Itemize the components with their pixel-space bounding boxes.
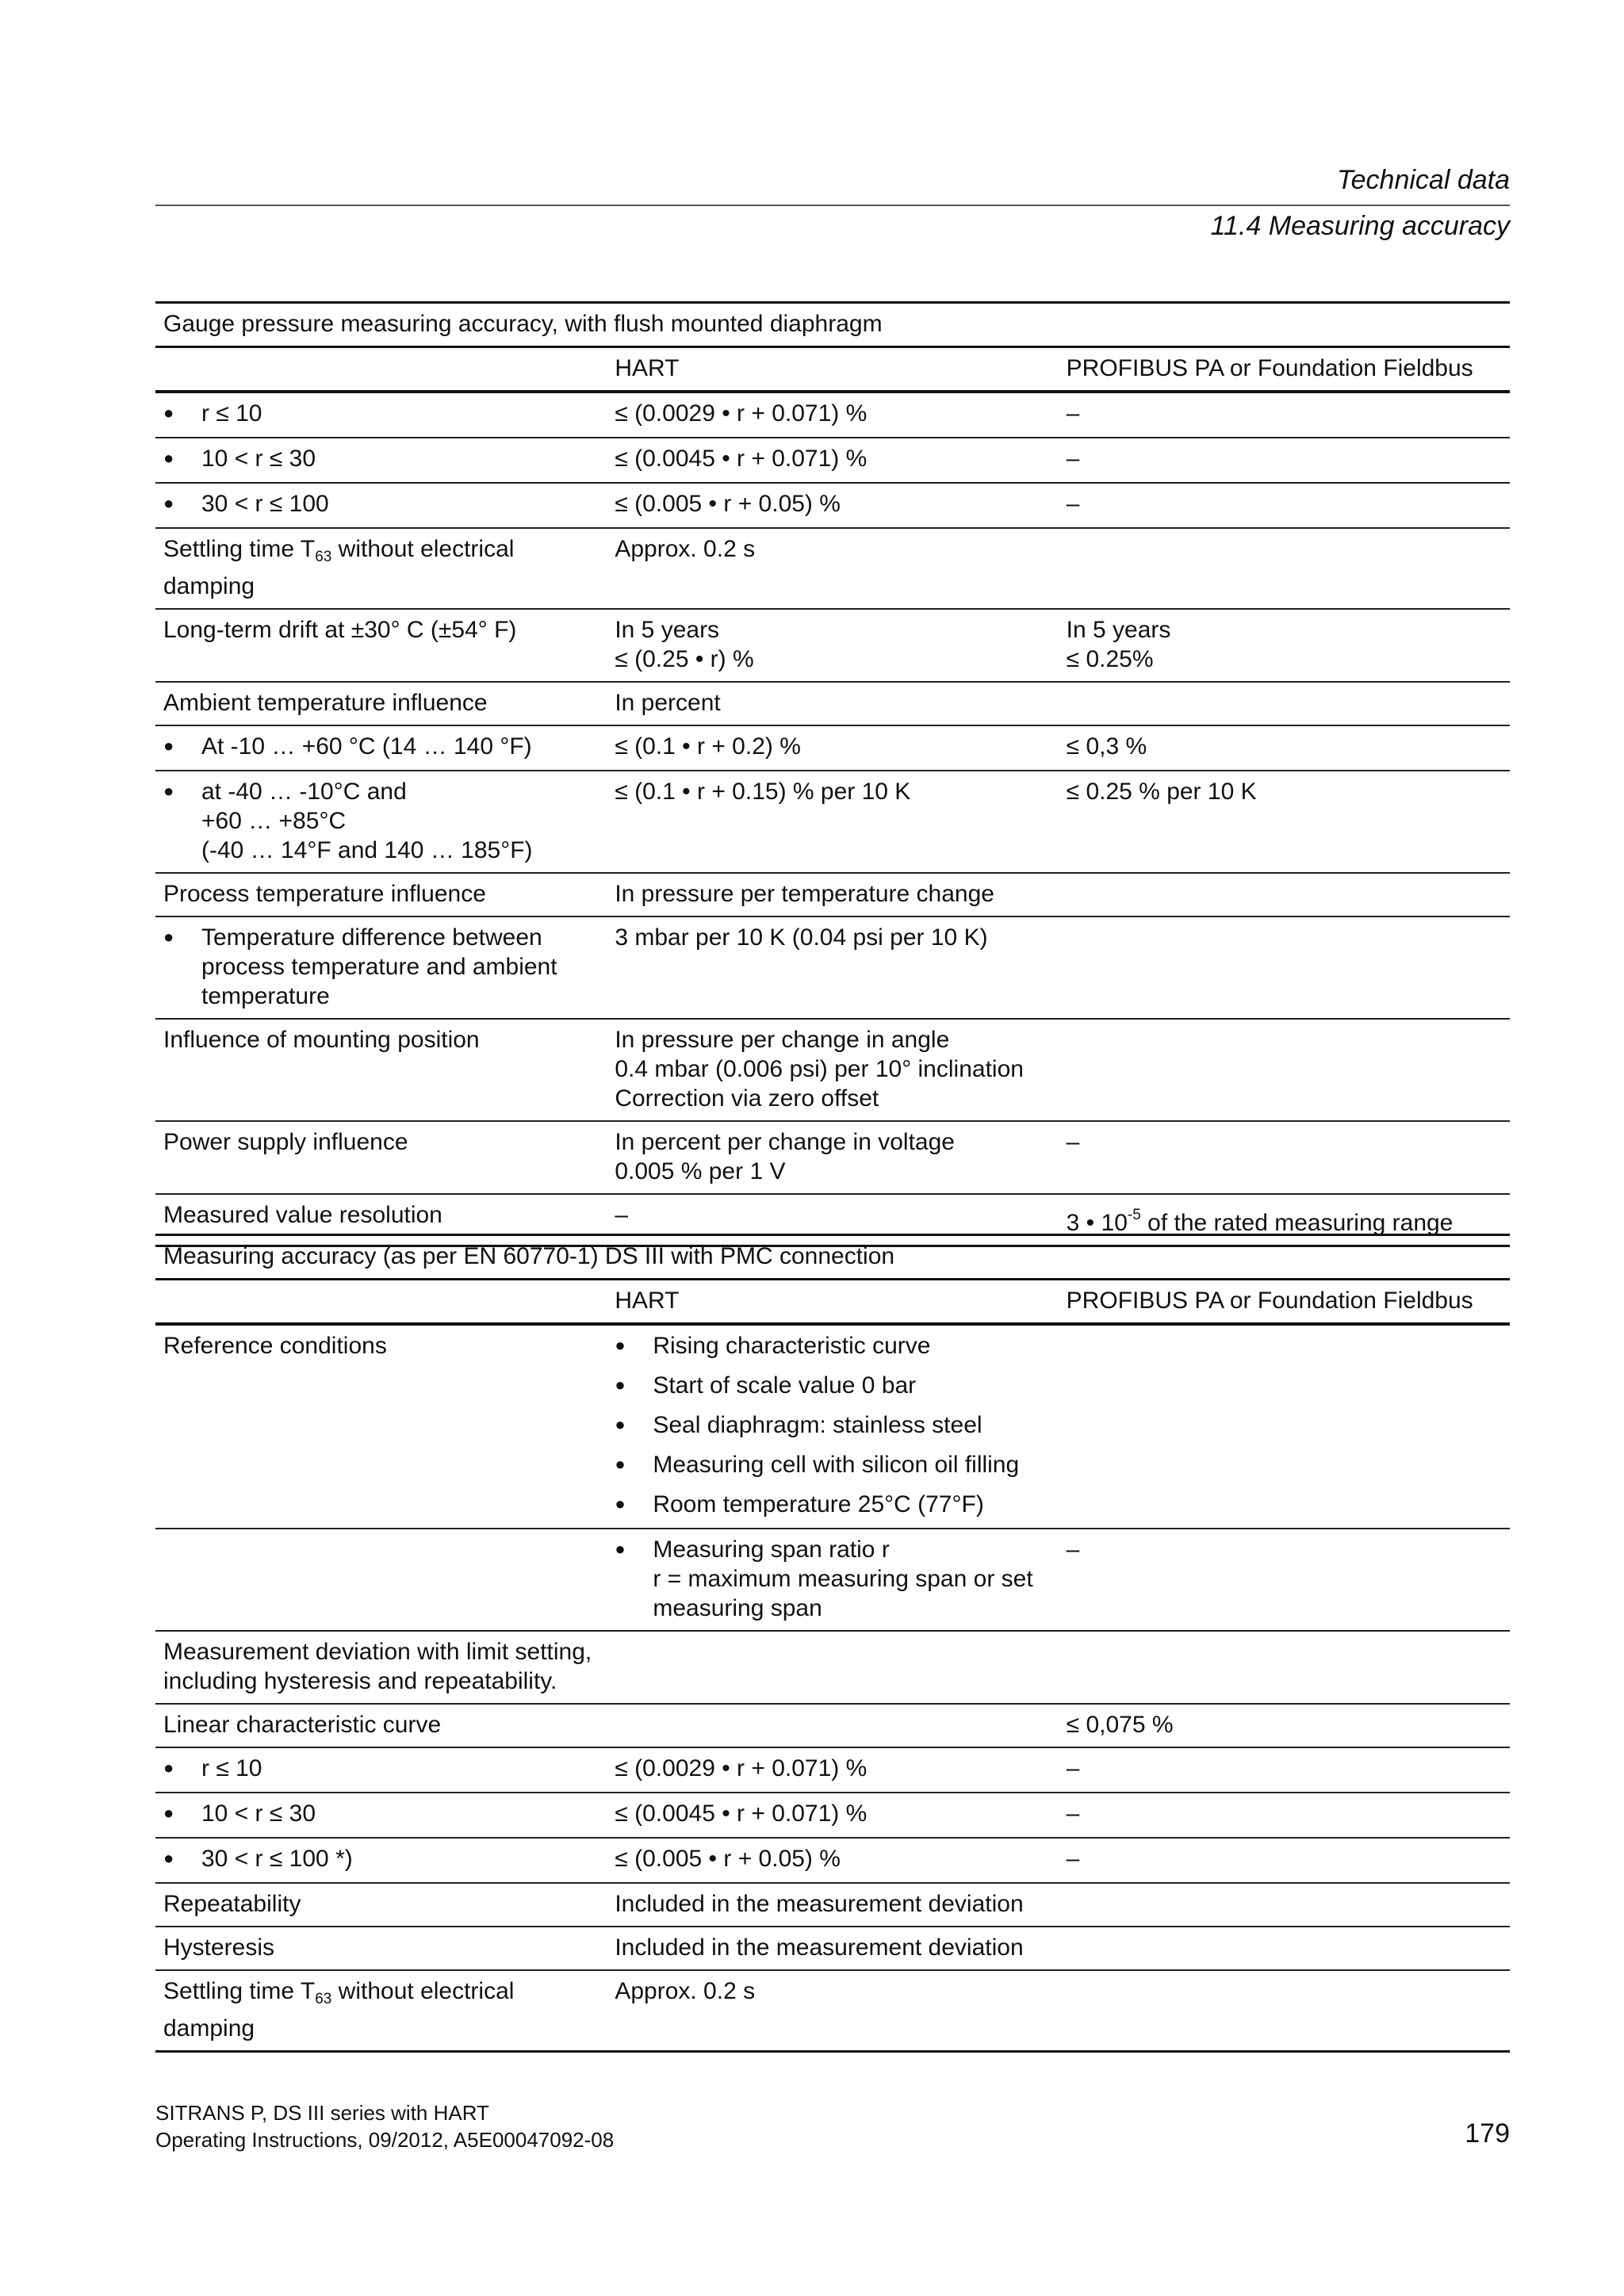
bullet-icon xyxy=(615,1410,653,1441)
bullet-icon xyxy=(615,1535,653,1623)
bullet-icon xyxy=(615,1371,653,1402)
resolution-value: 3 • $10^{-5}$ of the rated measuring range xyxy=(1059,1194,1510,1246)
list-item: ● Rising characteristic curve xyxy=(615,1331,1050,1362)
column-header-profibus: PROFIBUS PA or Foundation Fieldbus xyxy=(1059,347,1510,392)
list-item: ● Start of scale value 0 bar xyxy=(615,1371,1050,1402)
table-row: ● Temperature difference between process temperature and ambient temperature 3 mbar per 10 K (0.04 psi per 10 K) xyxy=(155,916,1510,1019)
bullet-icon xyxy=(163,732,201,763)
reference-conditions-list xyxy=(615,1331,1050,1521)
page-number: 179 xyxy=(1465,2118,1510,2149)
table-row: Measurement deviation with limit setting, including hysteresis and repeatability. xyxy=(155,1631,1510,1704)
table-row: Long-term drift at ±30° C (±54° F) In 5 years ≤ (0.25 • r) % In 5 years ≤ 0.25% xyxy=(155,609,1510,682)
bullet-icon xyxy=(163,444,201,475)
bullet-icon xyxy=(163,1844,201,1875)
table-title: Gauge pressure measuring accuracy, with flush mounted diaphragm xyxy=(155,303,1510,347)
table-row: ● 30 < r ≤ 100 *) ≤ (0.005 • r + 0.05) % – xyxy=(155,1838,1510,1883)
column-header-empty xyxy=(155,1280,607,1325)
bullet-icon xyxy=(163,1799,201,1830)
table-row: ● at -40 … -10°C and +60 … +85°C (-40 … 14°F and 140 … 185°F) ≤ (0.1 • r + 0.15) % per 10 K ≤ 0.25 % per 10 K xyxy=(155,771,1510,873)
bullet-icon xyxy=(163,777,201,865)
header-rule xyxy=(155,205,1510,206)
table-row: Ambient temperature influence In percent xyxy=(155,682,1510,725)
table-row: Measured value resolution – 3 • $10^{-5}$ of the rated measuring range xyxy=(155,1194,1510,1246)
footer-product: SITRANS P, DS III series with HART xyxy=(155,2101,489,2125)
bullet-icon xyxy=(163,923,201,1011)
table-row: Power supply influence In percent per change in voltage 0.005 % per 1 V – xyxy=(155,1121,1510,1194)
bullet-icon xyxy=(163,489,201,520)
table-row: Influence of mounting position In pressure per change in angle 0.4 mbar (0.006 psi) per 10° inclination Correction via zero offset xyxy=(155,1019,1510,1121)
settling-time-label: Settling time $T_{63}$ without electrical damping xyxy=(155,528,607,609)
table-row: ● Measuring span ratio r r = maximum measuring span or set measuring span – xyxy=(155,1529,1510,1631)
table-row: Linear characteristic curve ≤ 0,075 % xyxy=(155,1704,1510,1747)
list-item: ● Seal diaphragm: stainless steel xyxy=(615,1410,1050,1441)
pmc-accuracy-table xyxy=(155,1234,1510,2053)
bullet-icon xyxy=(615,1331,653,1362)
bullet-icon xyxy=(163,399,201,430)
table-row: ● 30 < r ≤ 100 ≤ (0.005 • r + 0.05) % – xyxy=(155,483,1510,528)
table-row: Process temperature influence In pressure per temperature change xyxy=(155,873,1510,916)
table-row: Hysteresis Included in the measurement deviation xyxy=(155,1927,1510,1970)
column-header-hart: HART xyxy=(607,1280,1058,1325)
table-row: ● At -10 … +60 °C (14 … 140 °F) ≤ (0.1 • r + 0.2) % ≤ 0,3 % xyxy=(155,725,1510,771)
section-title: 11.4 Measuring accuracy xyxy=(1210,211,1510,241)
table-row: ● r ≤ 10 ≤ (0.0029 • r + 0.071) % – xyxy=(155,1747,1510,1793)
column-header-hart: HART xyxy=(607,347,1058,392)
bullet-icon xyxy=(163,1754,201,1785)
footer-document: Operating Instructions, 09/2012, A5E00047092-08 xyxy=(155,2128,615,2152)
column-header-empty xyxy=(155,347,607,392)
table-row: Repeatability Included in the measurement deviation xyxy=(155,1883,1510,1927)
bullet-icon xyxy=(615,1490,653,1521)
settling-time-label: Settling time $T_{63}$ without electrical damping xyxy=(155,1970,607,2052)
table-row: ● 10 < r ≤ 30 ≤ (0.0045 • r + 0.071) % – xyxy=(155,438,1510,483)
table-row: Settling time $T_{63}$ without electrical damping Approx. 0.2 s xyxy=(155,1970,1510,2052)
table-title: Measuring accuracy (as per EN 60770-1) DS III with PMC connection xyxy=(155,1235,1510,1280)
list-item: ● Room temperature 25°C (77°F) xyxy=(615,1490,1050,1521)
column-header-profibus: PROFIBUS PA or Foundation Fieldbus xyxy=(1059,1280,1510,1325)
table-row: Settling time $T_{63}$ without electrical damping Approx. 0.2 s xyxy=(155,528,1510,609)
table-row: ● r ≤ 10 ≤ (0.0029 • r + 0.071) % – xyxy=(155,392,1510,438)
chapter-title: Technical data xyxy=(1336,165,1510,195)
list-item: ● Measuring cell with silicon oil filling xyxy=(615,1450,1050,1481)
table-row: ● 10 < r ≤ 30 ≤ (0.0045 • r + 0.071) % – xyxy=(155,1793,1510,1838)
gauge-pressure-accuracy-table xyxy=(155,301,1510,1247)
bullet-icon xyxy=(615,1450,653,1481)
table-row: Reference conditions ● Rising characteristic curve ● Start of scale value 0 bar ● Seal diaphragm: stainless steel ● Measuring cell with silicon oil filling ● Room temperature 25°C (77°F) xyxy=(155,1324,1510,1529)
